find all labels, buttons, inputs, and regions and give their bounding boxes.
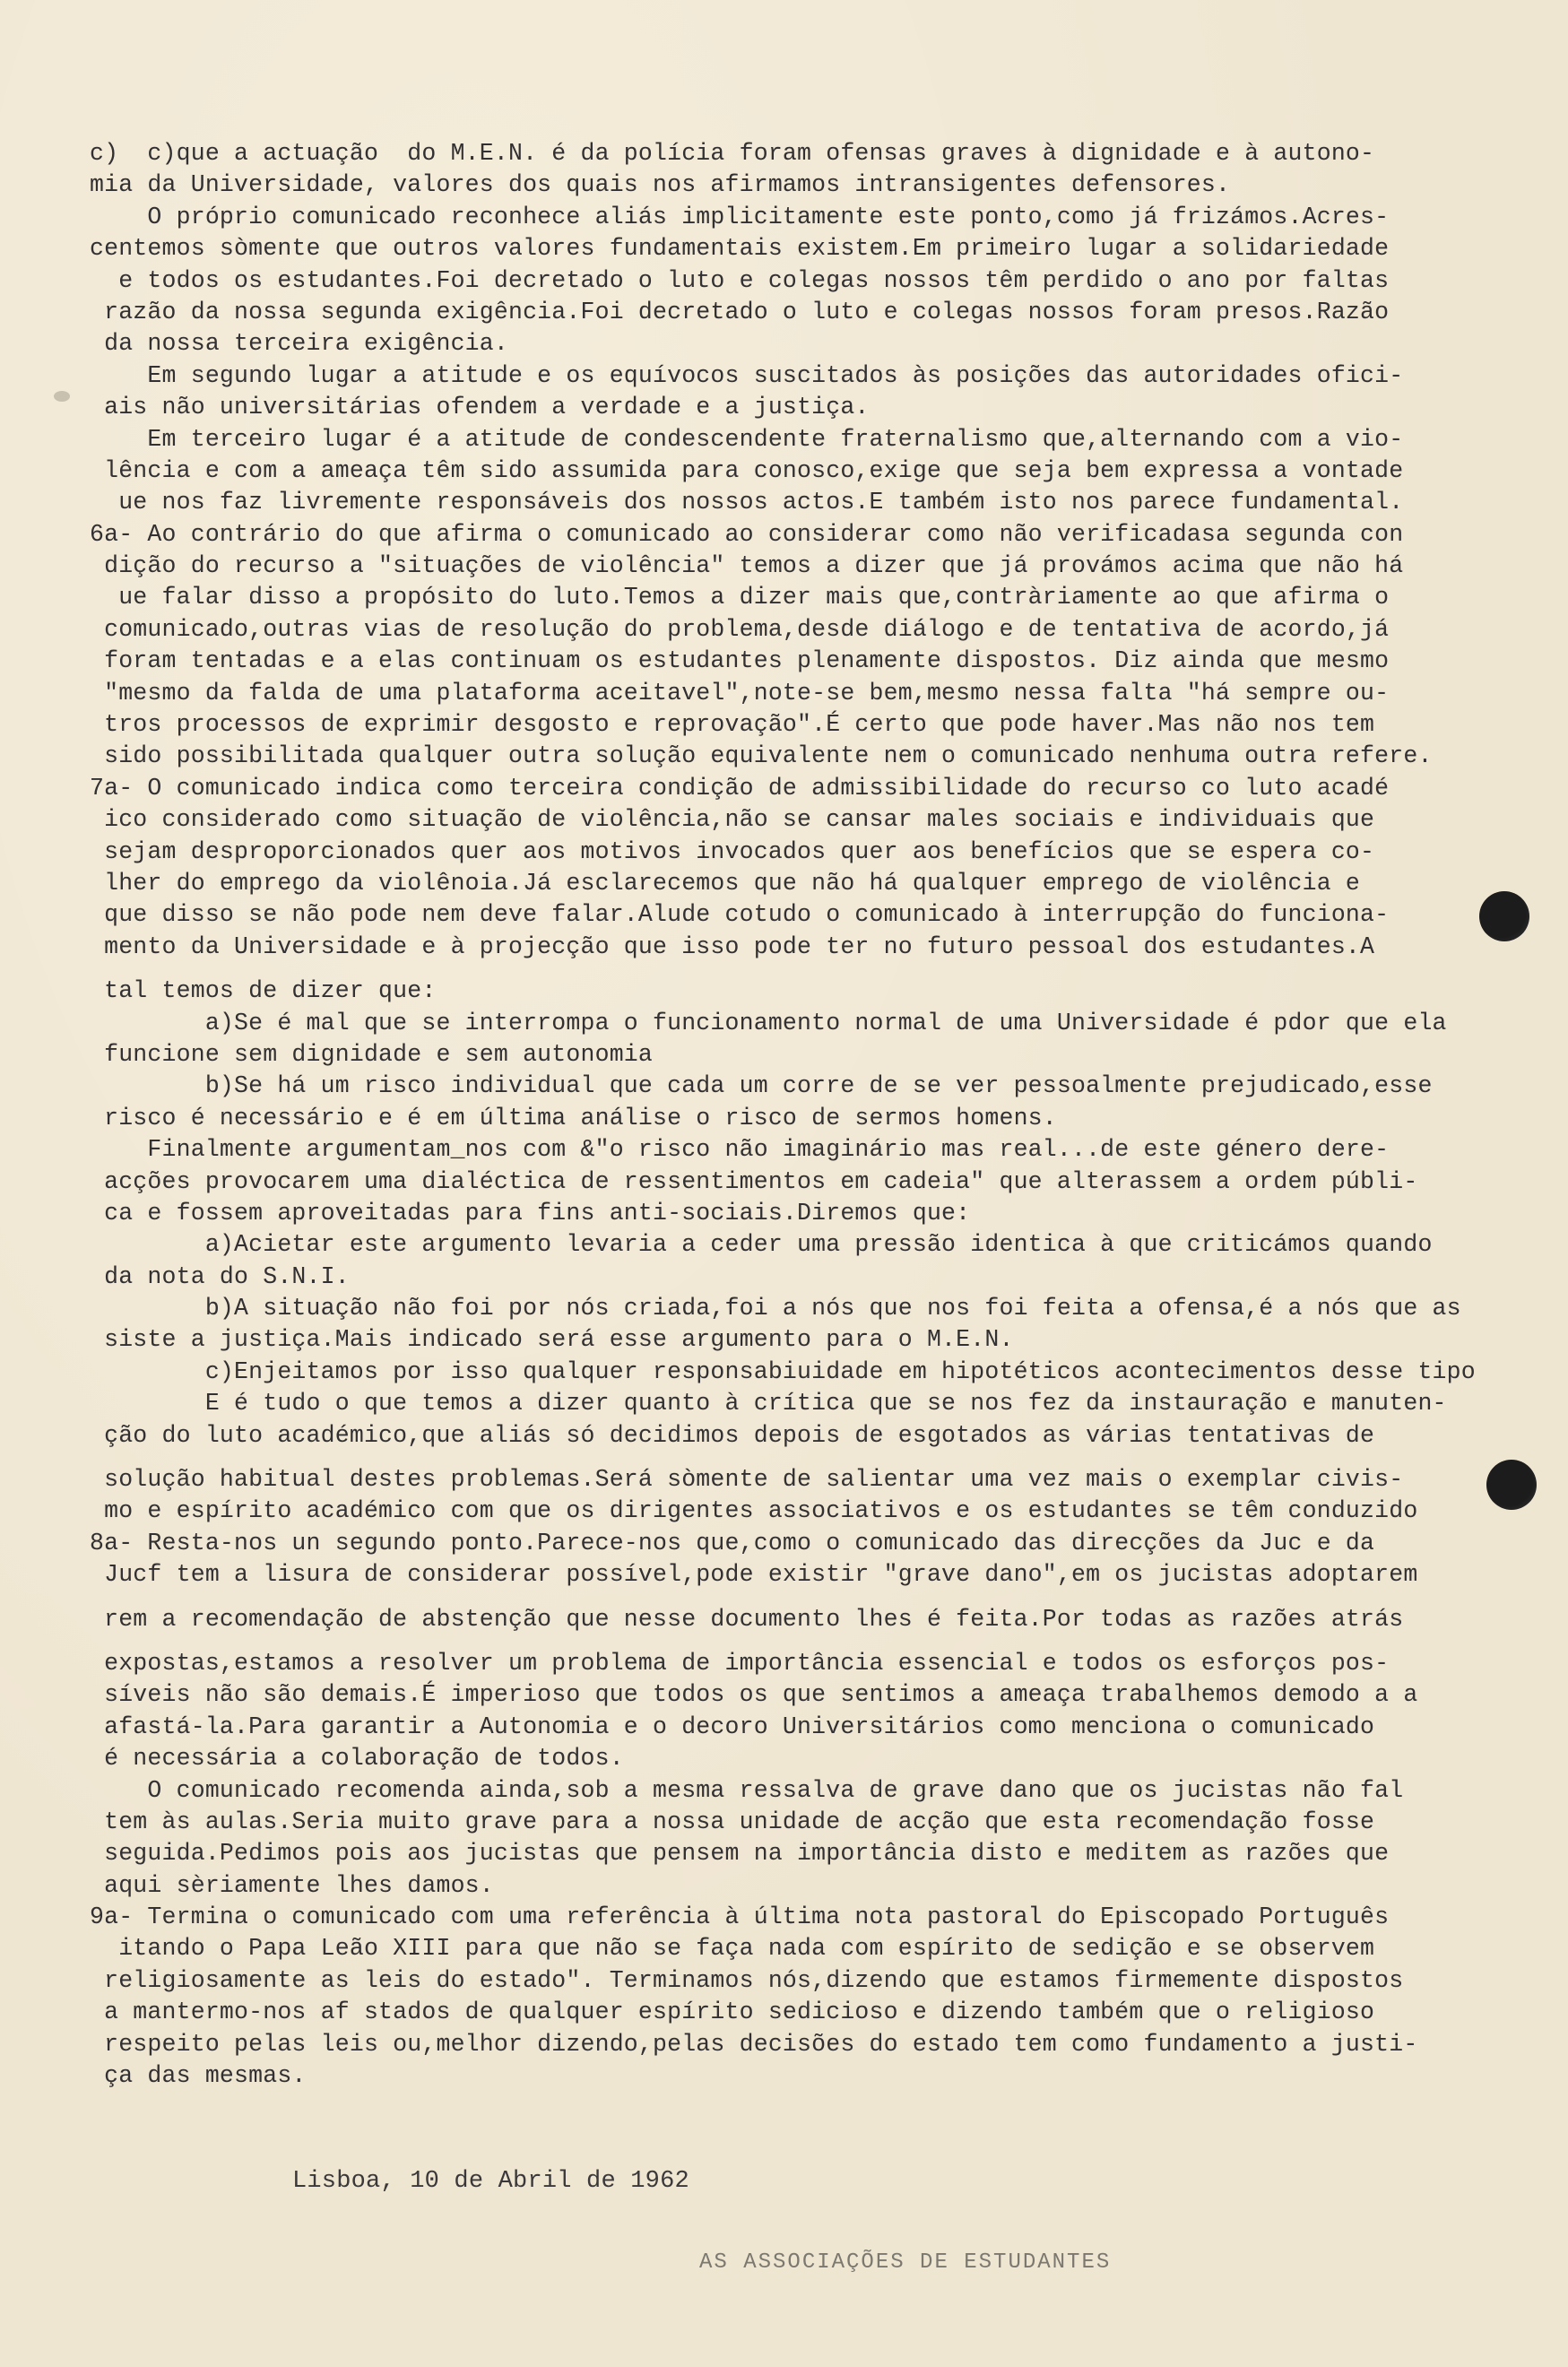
text-line: da nota do S.N.I. — [90, 1262, 350, 1290]
text-line: risco é necessário e é em última análise o risco de sermos homens. — [90, 1104, 1057, 1131]
text-line: 6a- Ao contrário do que afirma o comunicado ao considerar como não verificadasa segunda con — [90, 520, 1404, 548]
text-line: tros processos de exprimir desgosto e reprovação".É certo que pode haver.Mas não nos tem — [90, 711, 1375, 739]
signature-line: AS ASSOCIAÇÕES DE ESTUDANTES — [699, 2250, 1112, 2275]
text-line: solução habitual destes problemas.Será sòmente de salientar uma vez mais o exemplar civis- — [90, 1466, 1404, 1494]
punch-hole-lower — [1486, 1460, 1537, 1510]
text-line: funcione sem dignidade e sem autonomia — [90, 1040, 654, 1068]
text-line: e todos os estudantes.Foi decretado o luto e colegas nossos têm perdido o ano por faltas — [90, 266, 1390, 294]
text-line: sido possibilitada qualquer outra solução equivalente nem o comunicado nenhuma outra refere. — [90, 742, 1433, 770]
text-line: c) c)que a actuação do M.E.N. é da polícia foram ofensas graves à dignidade e à autono- — [90, 140, 1375, 167]
text-line: 8a- Resta-nos un segundo ponto.Parece-nos que,como o comunicado das direcções da Juc e da — [90, 1529, 1375, 1556]
text-line: O próprio comunicado reconhece aliás implicitamente este ponto,como já frizámos.Acres- — [90, 203, 1390, 230]
text-line: religiosamente as leis do estado". Terminamos nós,dizendo que estamos firmemente dispostos — [90, 1966, 1404, 1994]
text-line: acções provocarem uma dialéctica de ressentimentos em cadeia" que alterassem a ordem públi- — [90, 1167, 1418, 1195]
text-line: ais não universitárias ofendem a verdade e a justiça. — [90, 394, 870, 421]
text-line: dição do recurso a "situações de violência" temos a dizer que já provámos acima que não há — [90, 552, 1404, 580]
text-line: sejam desproporcionados quer aos motivos invocados quer aos benefícios que se espera co- — [90, 837, 1375, 865]
text-line: da nossa terceira exigência. — [90, 330, 508, 358]
ink-stain — [54, 391, 70, 402]
text-line: 7a- O comunicado indica como terceira condição de admissibilidade do recurso co luto acadé — [90, 774, 1390, 802]
text-line: a mantermo-nos af stados de qualquer espírito sedicioso e dizendo também que o religioso — [90, 1999, 1375, 2026]
text-line: centemos sòmente que outros valores fundamentais existem.Em primeiro lugar a solidariedade — [90, 235, 1390, 263]
text-line: Em terceiro lugar é a atitude de condescendente fraternalismo que,alternando com a vio- — [90, 425, 1404, 453]
text-line: a)Se é mal que se interrompa o funcionamento normal de uma Universidade é pdor que ela — [90, 1009, 1447, 1036]
text-line: mia da Universidade, valores dos quais nos afirmamos intransigentes defensores. — [90, 171, 1231, 199]
text-line: síveis não são demais.É imperioso que todos os que sentimos a ameaça trabalhemos demodo a a — [90, 1681, 1418, 1709]
text-line: tal temos de dizer que: — [90, 977, 437, 1005]
text-line: foram tentadas e a elas continuam os estudantes plenamente dispostos. Diz ainda que mesmo — [90, 647, 1390, 675]
text-line: afastá-la.Para garantir a Autonomia e o decoro Universitários como menciona o comunicado — [90, 1712, 1375, 1740]
text-line: b)Se há um risco individual que cada um corre de se ver pessoalmente prejudicado,esse — [90, 1072, 1433, 1100]
text-line: ue falar disso a propósito do luto.Temos a dizer mais que,contràriamente ao que afirma o — [90, 584, 1390, 611]
text-line: ca e fossem aproveitadas para fins anti-sociais.Diremos que: — [90, 1199, 971, 1227]
text-line: Jucf tem a lisura de considerar possível,pode existir "grave dano",em os jucistas adoptarem — [90, 1561, 1418, 1589]
line-gap — [90, 1635, 1488, 1648]
text-line: Finalmente argumentam_nos com &"o risco não imaginário mas real...de este género dere- — [90, 1136, 1390, 1164]
text-line: comunicado,outras vias de resolução do problema,desde diálogo e de tentativa de acordo,já — [90, 615, 1390, 643]
text-line: seguida.Pedimos pois aos jucistas que pensem na importância disto e meditem as razões que — [90, 1840, 1390, 1868]
line-gap — [90, 1591, 1488, 1604]
text-line: O comunicado recomenda ainda,sob a mesma ressalva de grave dano que os jucistas não fal — [90, 1776, 1404, 1804]
text-line: ção do luto académico,que aliás só decidimos depois de esgotados as várias tentativas de — [90, 1421, 1375, 1449]
text-line: mento da Universidade e à projecção que isso pode ter no futuro pessoal dos estudantes.A — [90, 932, 1375, 960]
text-line: mo e espírito académico com que os dirigentes associativos e os estudantes se têm conduzido — [90, 1497, 1418, 1525]
text-line: b)A situação não foi por nós criada,foi a nós que nos foi feita a ofensa,é a nós que as — [90, 1295, 1461, 1322]
text-line: a)Acietar este argumento levaria a ceder uma pressão identica à que criticámos quando — [90, 1231, 1433, 1259]
text-line: c)Enjeitamos por isso qualquer responsabiuidade em hipotéticos acontecimentos desse tipo — [90, 1357, 1476, 1385]
text-line: razão da nossa segunda exigência.Foi decretado o luto e colegas nossos foram presos.Razão — [90, 298, 1390, 325]
text-line: E é tudo o que temos a dizer quanto à crítica que se nos fez da instauração e manuten- — [90, 1390, 1447, 1418]
text-line: lher do emprego da violênoia.Já esclarecemos que não há qualquer emprego de violência e — [90, 869, 1361, 897]
text-line: rem a recomendação de abstenção que nesse documento lhes é feita.Por todas as razões atrás — [90, 1605, 1404, 1633]
text-line: é necessária a colaboração de todos. — [90, 1745, 624, 1773]
text-line: 9a- Termina o comunicado com uma referência à última nota pastoral do Episcopado Português — [90, 1903, 1390, 1931]
typewritten-body — [90, 138, 1488, 2092]
text-line: ça das mesmas. — [90, 2062, 307, 2090]
text-line: itando o Papa Leão XIII para que não se faça nada com espírito de sedição e se observem — [90, 1935, 1375, 1963]
date-line: Lisboa, 10 de Abril de 1962 — [292, 2168, 689, 2195]
text-line: expostas,estamos a resolver um problema de importância essencial e todos os esforços pos- — [90, 1649, 1390, 1677]
text-line: aqui sèriamente lhes damos. — [90, 1871, 494, 1899]
text-line: ico considerado como situação de violência,não se cansar males sociais e individuais que — [90, 806, 1375, 834]
text-line: tem às aulas.Seria muito grave para a nossa unidade de acção que esta recomendação fosse — [90, 1808, 1375, 1835]
line-gap — [90, 963, 1488, 975]
text-line: "mesmo da falda de uma plataforma aceitavel",note-se bem,mesmo nessa falta "há sempre ou- — [90, 679, 1390, 707]
text-line: siste a justiça.Mais indicado será esse argumento para o M.E.N. — [90, 1326, 1014, 1354]
text-line: ue nos faz livremente responsáveis dos nossos actos.E também isto nos parece fundamental. — [90, 489, 1404, 516]
line-gap — [90, 1452, 1488, 1464]
text-line: respeito pelas leis ou,melhor dizendo,pelas decisões do estado tem como fundamento a justi- — [90, 2030, 1418, 2058]
text-line: lência e com a ameaça têm sido assumida para conosco,exige que seja bem expressa a vontade — [90, 456, 1404, 484]
text-line: que disso se não pode nem deve falar.Alude cotudo o comunicado à interrupção do funciona- — [90, 901, 1390, 929]
text-line: Em segundo lugar a atitude e os equívocos suscitados às posições das autoridades ofici- — [90, 361, 1404, 389]
